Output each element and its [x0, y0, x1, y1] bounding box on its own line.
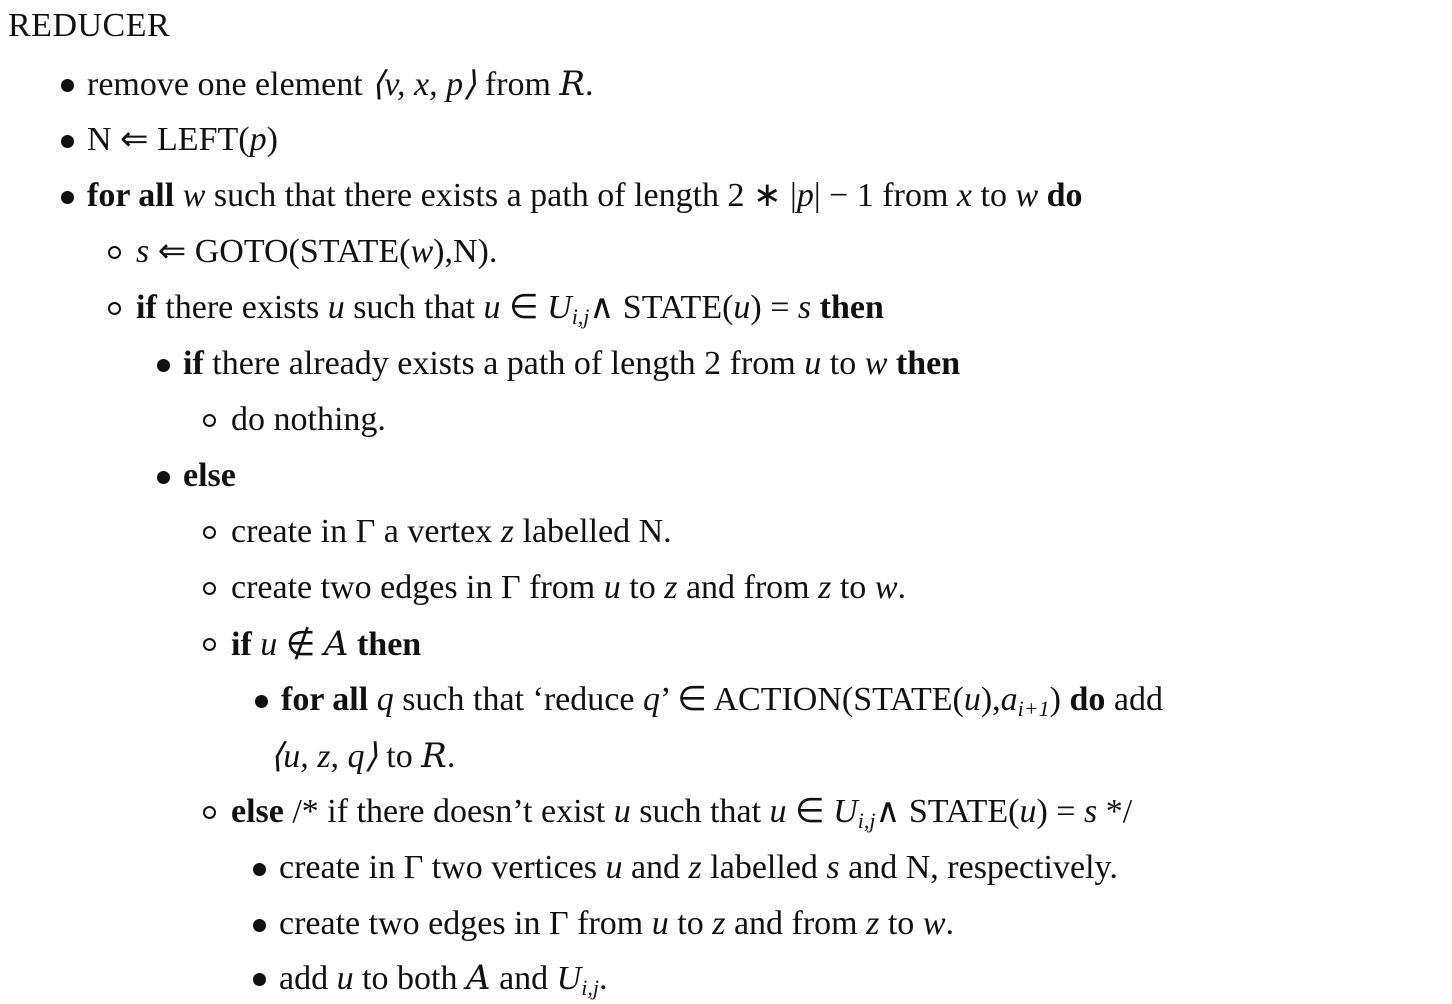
- bullet-icon: [61, 79, 74, 92]
- circle-bullet-icon: [108, 302, 121, 315]
- step-else-comment: else /* if there doesn’t exist u such that u ∈ $U_{i,j}\wedge$ STATE(u) = s */: [231, 790, 1132, 834]
- step-create-vertex-z: create in Γ a vertex z labelled N.: [231, 510, 672, 554]
- step-goto-state: s ⇐ GOTO(STATE(w),N).: [136, 230, 497, 274]
- algorithm-title: REDUCER: [8, 7, 171, 44]
- step-create-two-vertices: create in Γ two vertices u and z labelled s and N, respectively.: [279, 846, 1118, 890]
- step-if-exists-u: if there exists u such that u ∈ $U_{i,j}\wedge$ STATE(u) = s then: [136, 286, 884, 330]
- bullet-icon: [255, 695, 268, 708]
- circle-bullet-icon: [108, 246, 121, 259]
- circle-bullet-icon: [203, 526, 216, 539]
- step-do-nothing: do nothing.: [231, 398, 386, 442]
- step-else: else: [183, 454, 236, 498]
- bullet-icon: [61, 135, 74, 148]
- circle-bullet-icon: [203, 414, 216, 427]
- bullet-icon: [253, 919, 266, 932]
- step-create-two-edges: create two edges in Γ from u to z and from z to w.: [231, 566, 906, 610]
- step-add-to-r: ⟨u, z, q⟩ to R.: [270, 736, 456, 776]
- step-if-u-not-in-a: if u ∉ A then: [231, 622, 421, 667]
- circle-bullet-icon: [203, 582, 216, 595]
- step-remove-element: remove one element ⟨v, x, p⟩ from R.: [87, 62, 594, 107]
- bullet-icon: [157, 359, 170, 372]
- step-for-all-q: for all q such that ‘reduce q’ ∈ $ACTION(STATE(u),a_{i+1})$ do add: [281, 678, 1163, 722]
- step-for-all-w: for all w such that there exists a path of length 2 ∗ |p| − 1 from x to w do: [87, 174, 1083, 218]
- bullet-icon: [157, 471, 170, 484]
- step-assign-left: N ⇐ LEFT(p): [87, 118, 278, 162]
- circle-bullet-icon: [203, 806, 216, 819]
- step-add-u-to-sets: add u to both A and $U_{i,j}$.: [279, 956, 607, 1001]
- step-if-path-exists: if there already exists a path of length 2 from u to w then: [183, 342, 960, 386]
- circle-bullet-icon: [203, 638, 216, 651]
- step-create-two-edges-2: create two edges in Γ from u to z and from z to w.: [279, 902, 954, 946]
- bullet-icon: [253, 863, 266, 876]
- bullet-icon: [61, 191, 74, 204]
- bullet-icon: [253, 973, 266, 986]
